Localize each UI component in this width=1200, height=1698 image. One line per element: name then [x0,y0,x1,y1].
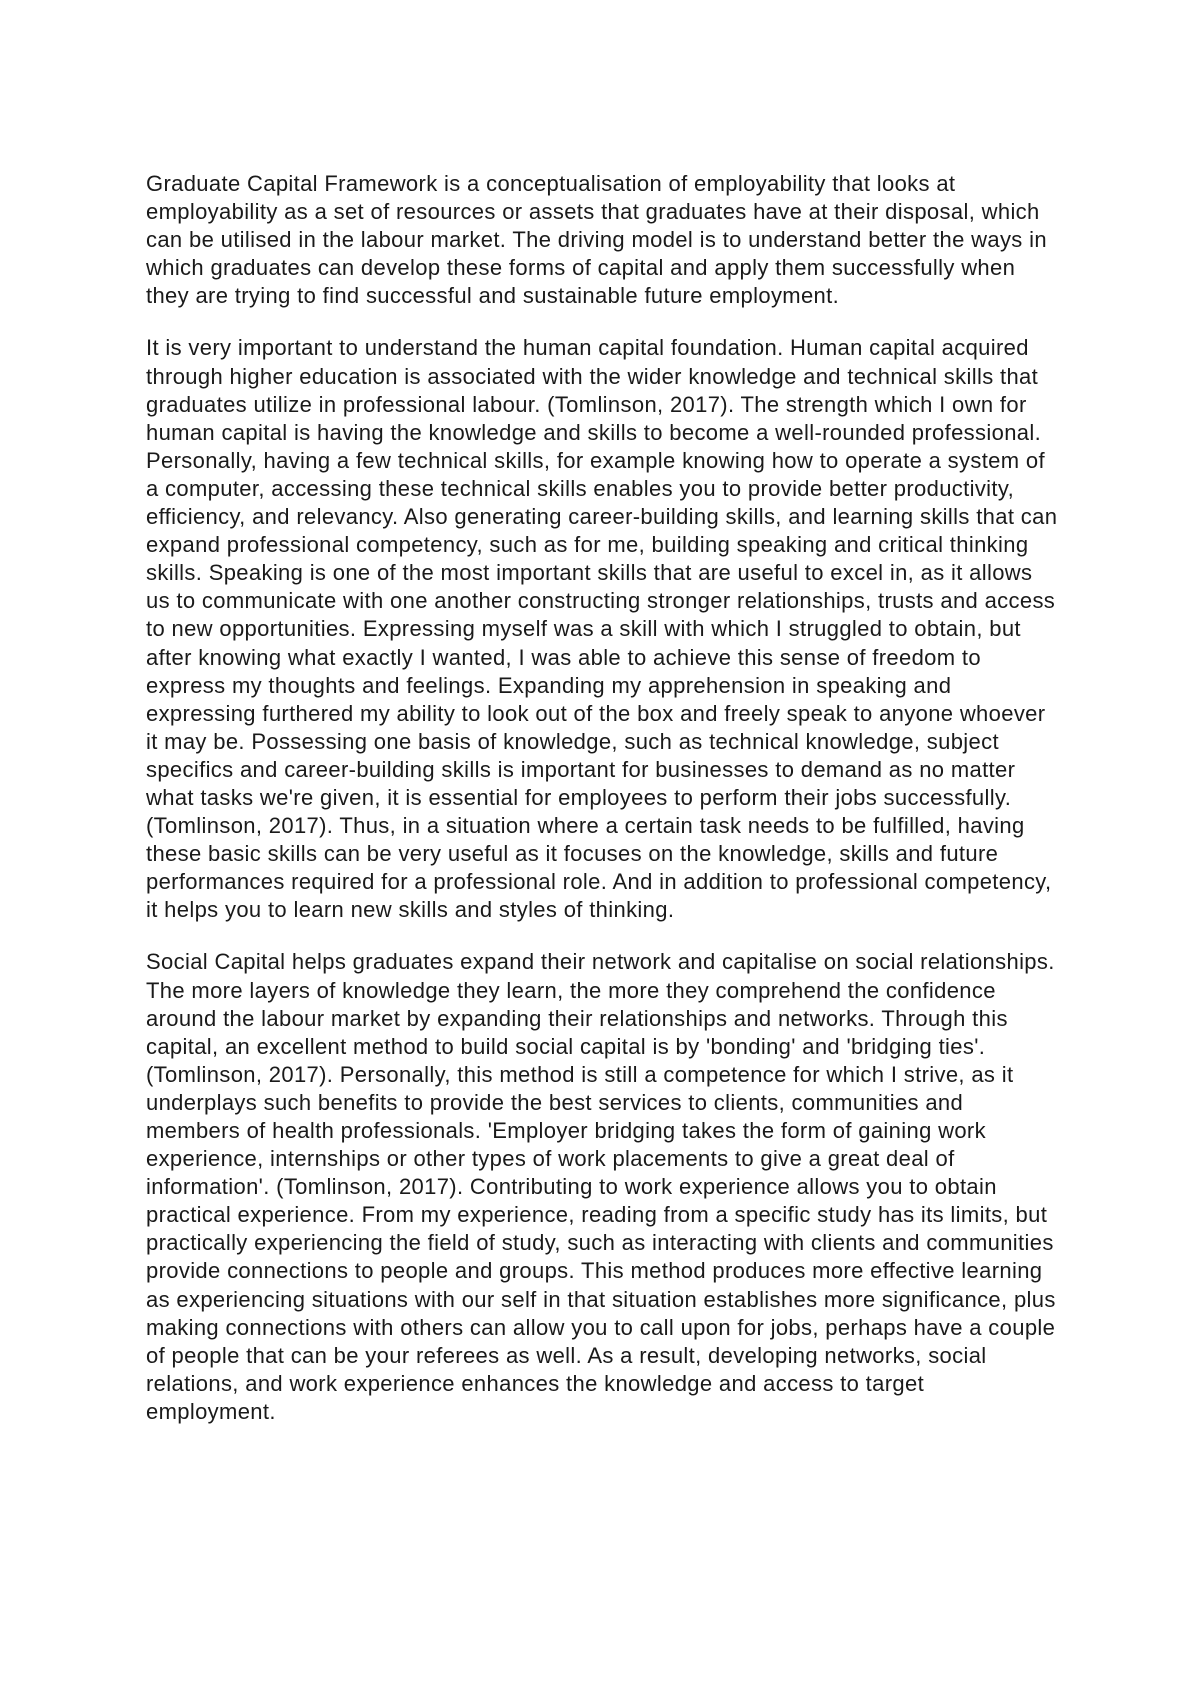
paragraph-social-capital: Social Capital helps graduates expand their network and capitalise on social relationships. The more layers of knowledge they learn, the more they comprehend the confidence around the labour market by expanding their relationships and networks. Through this capital, an excellent method to build social capital is by 'bonding' and 'bridging ties'. (Tomlinson, 2017). Personally, this method is still a competence for which I strive, as it underplays such benefits to provide the best services to clients, communities and members of health professionals. 'Employer bridging takes the form of gaining work experience, internships or other types of work placements to give a great deal of information'. (Tomlinson, 2017). Contributing to work experience allows you to obtain practical experience. From my experience, reading from a specific study has its limits, but practically experiencing the field of study, such as interacting with clients and communities provide connections to people and groups. This method produces more effective learning as experiencing situations with our self in that situation establishes more significance, plus making connections with others can allow you to call upon for jobs, perhaps have a couple of people that can be your referees as well. As a result, developing networks, social relations, and work experience enhances the knowledge and access to target employment. [146,949,1056,1424]
paragraph-graduate-capital-framework: Graduate Capital Framework is a conceptualisation of employability that looks at employability as a set of resources or assets that graduates have at their disposal, which can be utilised in the labour market. The driving model is to understand better the ways in which graduates can develop these forms of capital and apply them successfully when they are trying to find successful and sustainable future employment. [146,171,1047,309]
paragraph-human-capital: It is very important to understand the human capital foundation. Human capital acquired through higher education is associated with the wider knowledge and technical skills that graduates utilize in professional labour. (Tomlinson, 2017). The strength which I own for human capital is having the knowledge and skills to become a well-rounded professional. Personally, having a few technical skills, for example knowing how to operate a system of a computer, accessing these technical skills enables you to provide better productivity, efficiency, and relevancy. Also generating career-building skills, and learning skills that can expand professional competency, such as for me, building speaking and critical thinking skills. Speaking is one of the most important skills that are useful to excel in, as it allows us to communicate with one another constructing stronger relationships, trusts and access to new opportunities. Expressing myself was a skill with which I struggled to obtain, but after knowing what exactly I wanted, I was able to achieve this sense of freedom to express my thoughts and feelings. Expanding my apprehension in speaking and expressing furthered my ability to look out of the box and freely speak to anyone whoever it may be. Possessing one basis of knowledge, such as technical knowledge, subject specifics and career-building skills is important for businesses to demand as no matter what tasks we're given, it is essential for employees to perform their jobs successfully. (Tomlinson, 2017). Thus, in a situation where a certain task needs to be fulfilled, having these basic skills can be very useful as it focuses on the knowledge, skills and future performances required for a professional role. And in addition to professional competency, it helps you to learn new skills and styles of thinking. [146,335,1058,923]
